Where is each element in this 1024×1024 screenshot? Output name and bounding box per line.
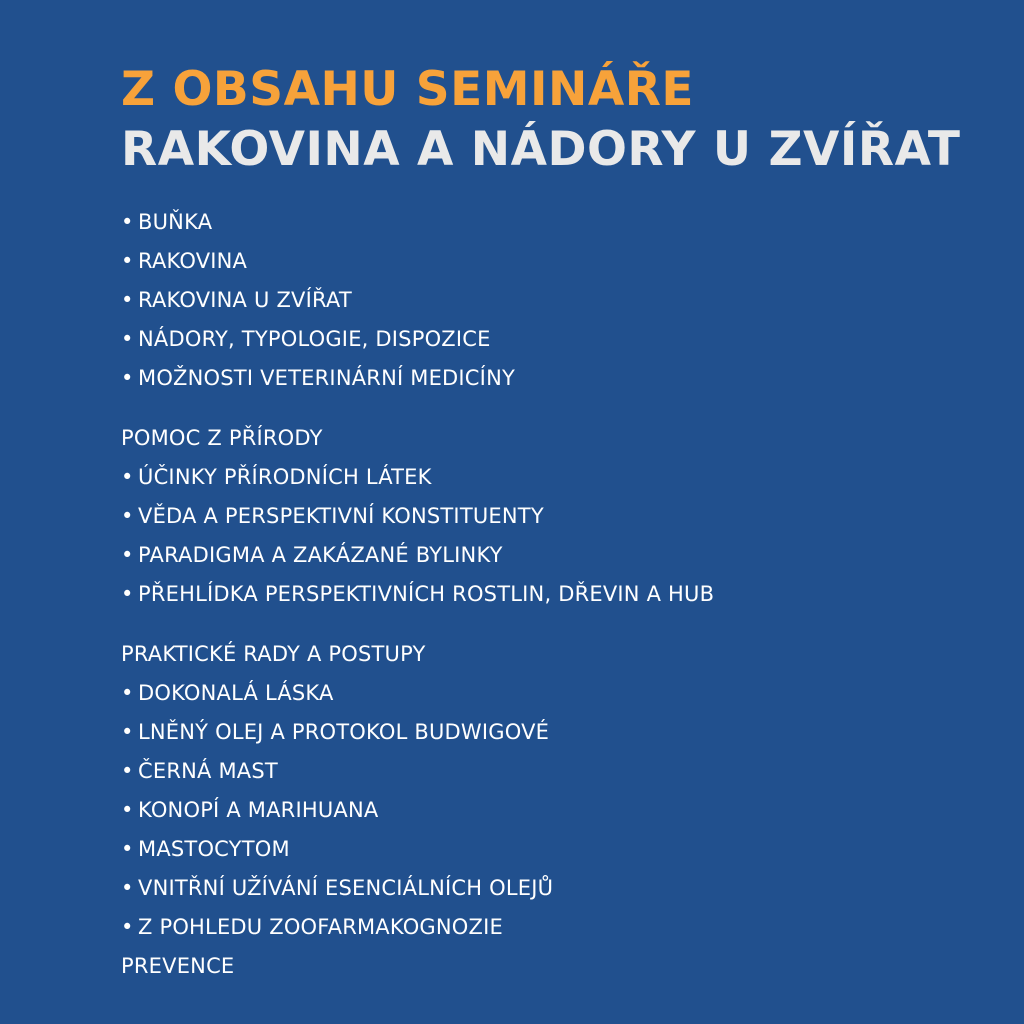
bullet-icon: • (121, 543, 134, 567)
bullet-icon: • (121, 915, 134, 939)
section-heading-practical-advice: PRAKTICKÉ RADY A POSTUPY (121, 642, 426, 666)
bullet-icon: • (121, 504, 134, 528)
list-item (121, 796, 378, 824)
section-heading-prevention: PREVENCE (121, 954, 235, 978)
bullet-icon: • (121, 249, 134, 273)
list-item (121, 913, 503, 941)
bullet-icon: • (121, 288, 134, 312)
list-item (121, 463, 432, 491)
list-item-label: DOKONALÁ LÁSKA (138, 681, 334, 705)
section-heading-nature-help: POMOC Z PŘÍRODY (121, 426, 323, 450)
list-item-label: ČERNÁ MAST (138, 759, 278, 783)
bullet-icon: • (121, 759, 134, 783)
list-item-label: VĚDA A PERSPEKTIVNÍ KONSTITUENTY (138, 504, 544, 528)
list-item (121, 580, 714, 608)
list-item (121, 874, 553, 902)
list-item-label: RAKOVINA U ZVÍŘAT (138, 288, 352, 312)
list-item-label: PŘEHLÍDKA PERSPEKTIVNÍCH ROSTLIN, DŘEVIN A HUB (138, 582, 715, 606)
list-item-label: KONOPÍ A MARIHUANA (138, 798, 379, 822)
bullet-icon: • (121, 876, 134, 900)
list-item (121, 757, 278, 785)
list-item-label: LNĚNÝ OLEJ A PROTOKOL BUDWIGOVÉ (138, 720, 550, 744)
bullet-icon: • (121, 798, 134, 822)
bullet-icon: • (121, 681, 134, 705)
list-item (121, 835, 290, 863)
bullet-icon: • (121, 210, 134, 234)
list-item (121, 286, 352, 314)
bullet-icon: • (121, 837, 134, 861)
list-item (121, 679, 334, 707)
bullet-icon: • (121, 720, 134, 744)
list-item (121, 364, 515, 392)
list-item-label: BUŇKA (138, 210, 213, 234)
list-item-label: MASTOCYTOM (138, 837, 290, 861)
list-item (121, 325, 491, 353)
list-item (121, 247, 247, 275)
list-item-label: PARADIGMA A ZAKÁZANÉ BYLINKY (138, 543, 503, 567)
bullet-icon: • (121, 366, 134, 390)
list-item-label: NÁDORY, TYPOLOGIE, DISPOZICE (138, 327, 491, 351)
list-item-label: Z POHLEDU ZOOFARMAKOGNOZIE (138, 915, 503, 939)
list-item-label: MOŽNOSTI VETERINÁRNÍ MEDICÍNY (138, 366, 516, 390)
bullet-icon: • (121, 327, 134, 351)
title-line-1: Z OBSAHU SEMINÁŘE (121, 62, 695, 117)
list-item-label: VNITŘNÍ UŽÍVÁNÍ ESENCIÁLNÍCH OLEJŮ (138, 876, 554, 900)
list-item (121, 208, 212, 236)
list-item-label: RAKOVINA (138, 249, 248, 273)
list-item-label: ÚČINKY PŘÍRODNÍCH LÁTEK (138, 465, 432, 489)
list-item (121, 718, 549, 746)
bullet-icon: • (121, 465, 134, 489)
list-item (121, 502, 544, 530)
list-item (121, 541, 503, 569)
title-line-2: RAKOVINA A NÁDORY U ZVÍŘAT (121, 122, 961, 177)
bullet-icon: • (121, 582, 134, 606)
